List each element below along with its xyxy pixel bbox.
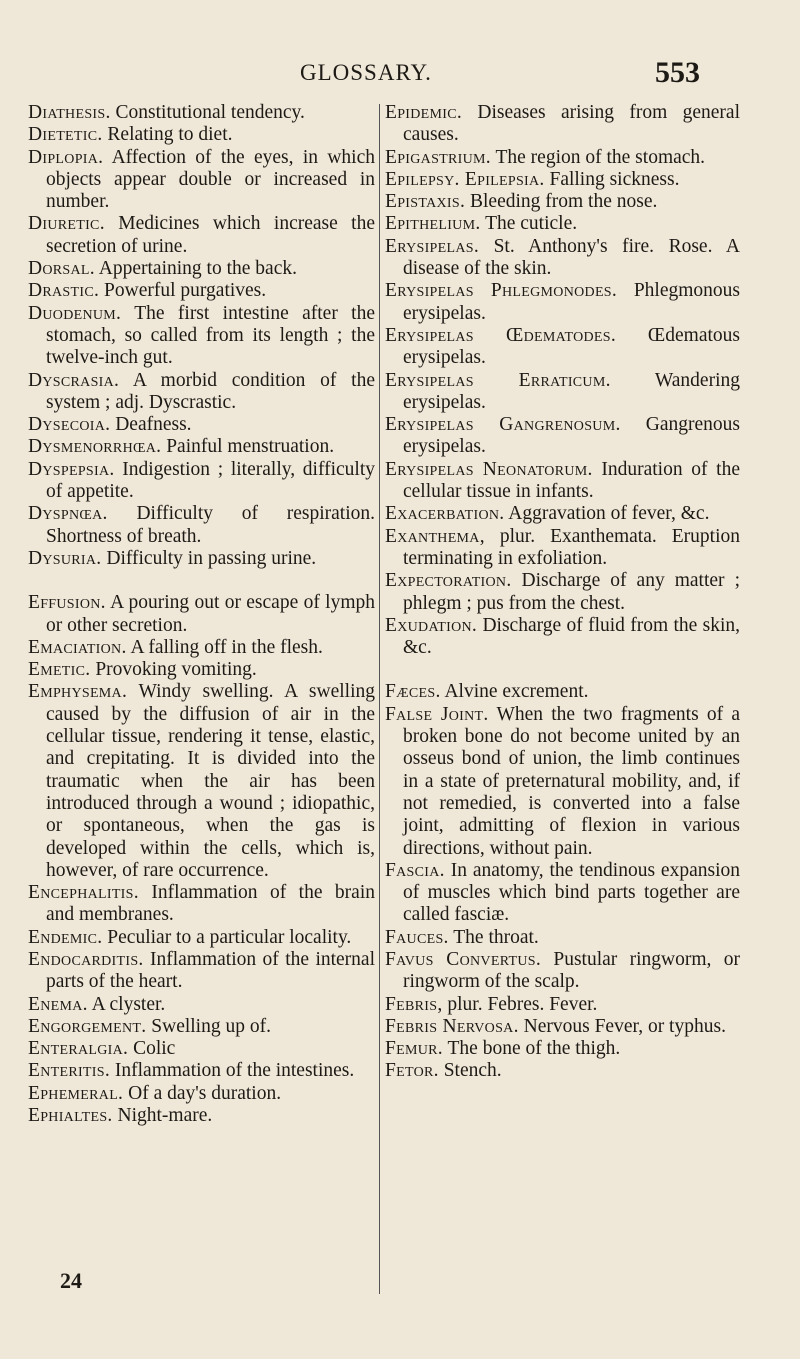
glossary-entry (28, 994, 375, 1016)
glossary-definition: Of a day's duration. (128, 1082, 282, 1104)
glossary-entry (385, 414, 740, 459)
glossary-definition: The throat. (453, 926, 539, 948)
glossary-term: Ephialtes. (28, 1105, 113, 1127)
glossary-definition: Nervous Fever, or typhus. (523, 1015, 726, 1037)
glossary-term: Endocarditis. (28, 948, 144, 970)
glossary-definition: Powerful purgatives. (104, 280, 267, 302)
glossary-term: Epithelium. (385, 213, 481, 235)
glossary-term: Emetic. (28, 659, 91, 681)
glossary-term: Engorgement. (28, 1015, 147, 1037)
glossary-term: Endemic. (28, 926, 103, 948)
glossary-entry (28, 659, 375, 681)
glossary-term: Diuretic. (28, 213, 105, 235)
glossary-definition: A morbid condition of the system ; adj. Dyscrastic. (46, 369, 375, 413)
glossary-entry (385, 681, 740, 703)
glossary-definition: Deafness. (115, 414, 192, 436)
glossary-entry (28, 927, 375, 949)
glossary-definition: In anatomy, the tendinous expansion of muscles which bind parts together are called fasciæ. (403, 859, 740, 926)
glossary-entry (385, 147, 740, 169)
glossary-entry (385, 236, 740, 281)
glossary-term: Dysecoia. (28, 414, 111, 436)
glossary-definition: plur. Exanthemata. Eruption terminating in exfoliation. (403, 525, 740, 569)
glossary-entry (385, 704, 740, 860)
glossary-entry (28, 258, 375, 280)
glossary-entry (385, 169, 740, 191)
glossary-entry (385, 1060, 740, 1082)
glossary-term: Dietetic. (28, 124, 103, 146)
glossary-definition: Provoking vomiting. (95, 659, 257, 681)
glossary-term: Febris, (385, 993, 443, 1015)
column-divider (379, 104, 380, 1294)
glossary-definition: Night-mare. (117, 1105, 213, 1127)
glossary-definition: A clyster. (91, 993, 166, 1015)
glossary-entry (385, 1016, 740, 1038)
glossary-definition: Wandering erysipelas. (403, 369, 740, 413)
glossary-entry (28, 1060, 375, 1082)
glossary-definition: Gangrenous erysipelas. (403, 414, 741, 458)
glossary-term: Fauces. (385, 926, 449, 948)
glossary-definition: Colic (133, 1038, 176, 1060)
glossary-entry (28, 436, 375, 458)
glossary-term: Emphysema. (28, 681, 128, 703)
glossary-definition: Appertaining to the back. (98, 258, 297, 280)
glossary-term: Favus Convertus. (385, 948, 542, 970)
glossary-definition: When the two fragments of a broken bone do not become united by an osseus bond of union, the limb continues in a state of preternatural mobility, and, if not remedied, is converted into a false joint, admitting of flexion in various directions, without pain. (403, 703, 741, 859)
glossary-term: Diathesis. (28, 102, 111, 123)
glossary-term: Dysuria. (28, 547, 102, 569)
glossary-definition: Alvine excrement. (444, 681, 589, 703)
glossary-definition: Constitutional tendency. (115, 102, 305, 123)
glossary-definition: Peculiar to a particular locality. (107, 926, 352, 948)
glossary-entry (28, 303, 375, 370)
glossary-entry (385, 949, 740, 994)
glossary-entry (385, 615, 740, 660)
glossary-entry (28, 1016, 375, 1038)
glossary-term: Erysipelas. (385, 235, 479, 257)
glossary-definition: Difficulty of respiration. Shortness of breath. (46, 503, 375, 547)
glossary-entry (385, 191, 740, 213)
glossary-entry (385, 459, 740, 504)
glossary-term: Femur. (385, 1038, 443, 1060)
glossary-term: Fæces. (385, 681, 441, 703)
glossary-entry (28, 1105, 375, 1127)
glossary-term: Fascia. (385, 859, 445, 881)
left-column (28, 102, 375, 1127)
glossary-definition: A pouring out or escape of lymph or other secretion. (46, 592, 375, 636)
glossary-entry (385, 927, 740, 949)
glossary-term: Erysipelas Œdematodes. (385, 324, 617, 346)
glossary-entry (385, 994, 740, 1016)
glossary-definition: Relating to diet. (107, 124, 233, 146)
glossary-term: False Joint. (385, 703, 489, 725)
glossary-term: Fetor. (385, 1060, 439, 1082)
glossary-entry (28, 213, 375, 258)
glossary-entry (28, 882, 375, 927)
glossary-term: Exacerbation. (385, 503, 505, 525)
glossary-term: Febris Nervosa. (385, 1015, 519, 1037)
glossary-term: Erysipelas Phlegmonodes. (385, 280, 618, 302)
page-number: 553 (655, 56, 700, 89)
glossary-term: Dyspepsia. (28, 458, 115, 480)
glossary-entry (385, 102, 740, 147)
right-column (385, 102, 740, 1083)
glossary-entry (28, 147, 375, 214)
glossary-term: Erysipelas Neonatorum. (385, 458, 593, 480)
glossary-term: Dyspnœa. (28, 503, 108, 525)
glossary-entry (28, 370, 375, 415)
glossary-entry (385, 503, 740, 525)
glossary-definition: The first intestine after the stomach, so called from its length ; the twelve-inch gut. (46, 302, 375, 369)
glossary-definition: Painful menstruation. (166, 436, 335, 458)
glossary-definition: Falling sickness. (549, 168, 680, 190)
glossary-entry (28, 1038, 375, 1060)
glossary-definition: Indigestion ; literally, difficulty of appetite. (46, 458, 376, 503)
glossary-definition: The bone of the thigh. (447, 1038, 621, 1060)
glossary-entry (28, 414, 375, 436)
glossary-term: Enteralgia. (28, 1038, 129, 1060)
glossary-definition: St. Anthony's fire. Rose. A disease of the skin. (403, 235, 741, 280)
glossary-term: Epistaxis. (385, 191, 466, 213)
glossary-definition: Œdematous erysipelas. (403, 324, 740, 369)
glossary-term: Erysipelas Erraticum. (385, 369, 611, 391)
glossary-definition: Affection of the eyes, in which objects appear double or increased in number. (46, 146, 375, 213)
glossary-entry (28, 503, 375, 548)
glossary-entry (28, 459, 375, 504)
glossary-definition: Induration of the cellular tissue in infants. (403, 458, 740, 503)
glossary-term: Ephemeral. (28, 1082, 124, 1104)
glossary-term: Enema. (28, 993, 88, 1015)
signature-mark: 24 (60, 1268, 82, 1293)
glossary-entry (28, 637, 375, 659)
glossary-definition: Inflammation of the brain and membranes. (46, 882, 375, 926)
glossary-entry (385, 860, 740, 927)
glossary-entry (385, 213, 740, 235)
glossary-term: Effusion. (28, 592, 106, 614)
glossary-entry (28, 681, 375, 882)
glossary-definition: Windy swelling. A swelling caused by the diffusion of air in the cellular tissue, rendering it tense, elastic, and crepitating. It is divided into the traumatic when the air has been introduced through a wound ; idiopathic, or spontaneous, when the gas is developed within the cells, which is, however, of rare occurrence. (46, 681, 375, 881)
glossary-term: Drastic. (28, 280, 100, 302)
glossary-definition: plur. Febres. Fever. (447, 993, 598, 1015)
glossary-definition: A falling off in the flesh. (130, 636, 323, 658)
glossary-definition: Pustular ringworm, or ringworm of the scalp. (403, 948, 740, 993)
glossary-definition: Swelling up of. (151, 1015, 271, 1037)
glossary-definition: Bleeding from the nose. (470, 191, 658, 213)
glossary-definition: Inflammation of the intestines. (114, 1060, 355, 1082)
running-title: GLOSSARY. (300, 60, 432, 85)
glossary-entry (385, 370, 740, 415)
glossary-term: Duodenum. (28, 302, 122, 324)
glossary-term: Emaciation. (28, 636, 127, 658)
glossary-term: Encephalitis. (28, 882, 139, 904)
glossary-entry (28, 1083, 375, 1105)
glossary-entry (385, 1038, 740, 1060)
glossary-term: Dyscrasia. (28, 369, 120, 391)
glossary-definition: Aggravation of fever, &c. (508, 503, 710, 525)
glossary-entry (385, 280, 740, 325)
glossary-definition: Inflammation of the internal parts of the heart. (46, 948, 376, 993)
glossary-entry (385, 570, 740, 615)
glossary-entry (28, 548, 375, 570)
glossary-term: Dorsal. (28, 258, 95, 280)
glossary-entry (385, 325, 740, 370)
glossary-term: Expectoration. (385, 570, 512, 592)
glossary-definition: Phlegmonous erysipelas. (403, 280, 741, 324)
glossary-term: Enteritis. (28, 1060, 111, 1082)
glossary-definition: Medicines which increase the secretion of urine. (46, 213, 376, 257)
glossary-entry (28, 592, 375, 637)
glossary-term: Epilepsy. Epilepsia. (385, 168, 545, 190)
glossary-term: Epigastrium. (385, 146, 491, 168)
glossary-term: Dysmenorrhœa. (28, 436, 162, 458)
glossary-term: Epidemic. (385, 102, 463, 123)
glossary-term: Erysipelas Gangrenosum. (385, 414, 621, 436)
glossary-definition: Difficulty in passing urine. (106, 547, 317, 569)
glossary-entry (385, 526, 740, 571)
glossary-entry (28, 102, 375, 124)
glossary-definition: Discharge of any matter ; phlegm ; pus from the chest. (403, 570, 740, 614)
glossary-entry (28, 949, 375, 994)
glossary-term: Exudation. (385, 614, 478, 636)
glossary-term: Diplopia. (28, 146, 104, 168)
glossary-definition: Diseases arising from general causes. (403, 102, 740, 146)
running-head (0, 56, 800, 96)
glossary-entry (28, 124, 375, 146)
glossary-definition: Discharge of fluid from the skin, &c. (403, 614, 740, 659)
glossary-entry (28, 280, 375, 302)
glossary-definition: The region of the stomach. (495, 146, 706, 168)
glossary-term: Exanthema, (385, 525, 485, 547)
glossary-definition: Stench. (443, 1060, 502, 1082)
glossary-definition: The cuticle. (485, 213, 578, 235)
